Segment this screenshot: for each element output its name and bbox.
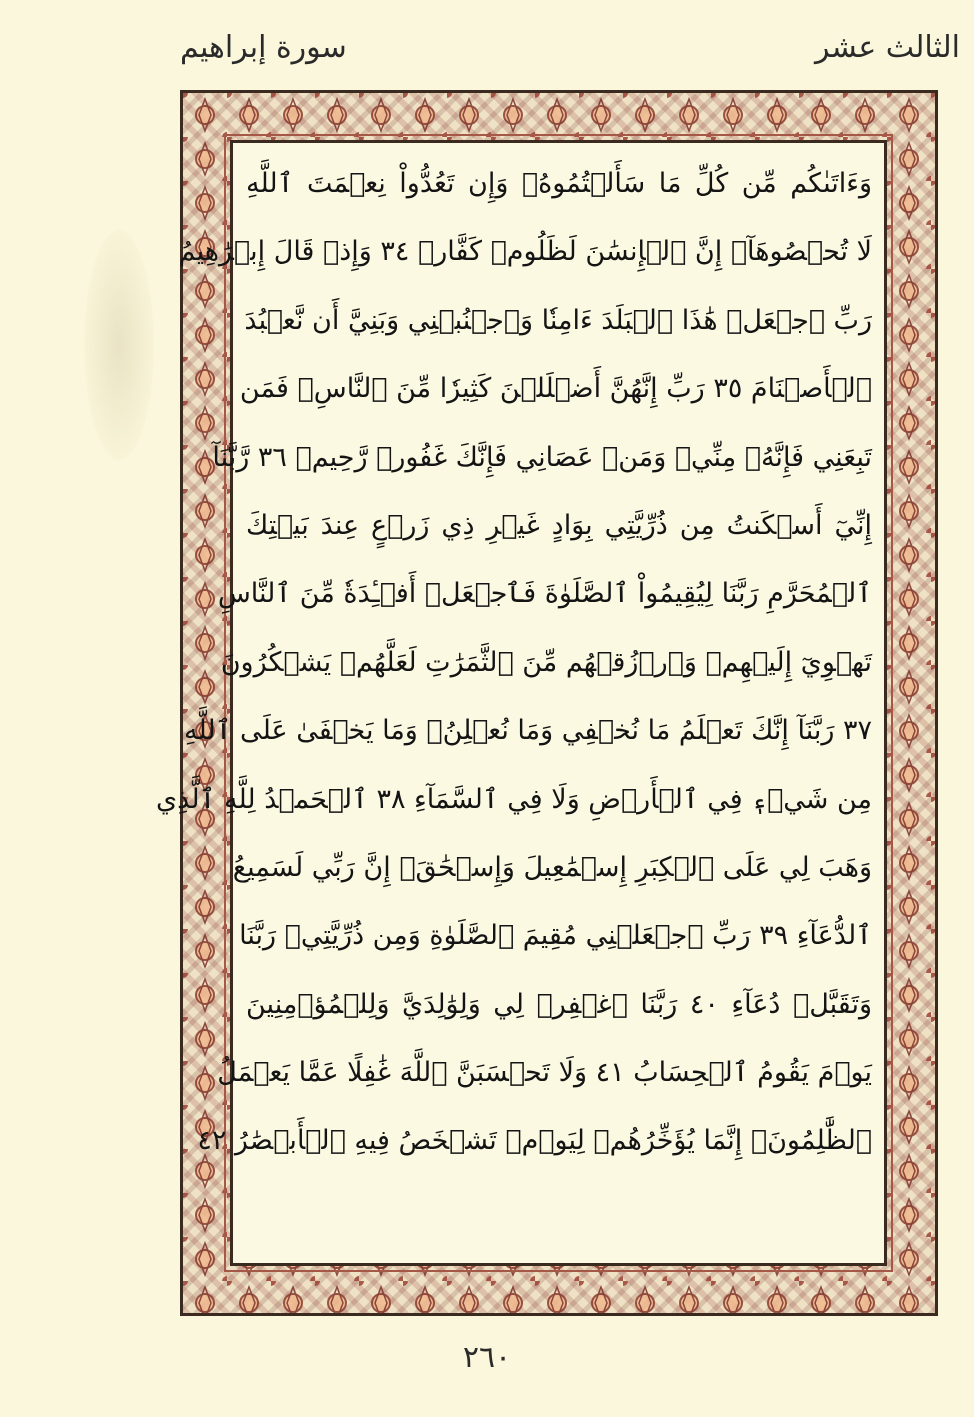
text-line: لَا تُحۡصُوهَآۗ إِنَّ ٱلۡإِنسَٰنَ لَظَلُومٞ كَفَّارٞ ٣٤ وَإِذۡ قَالَ إِبۡرَٰهِيمُ (178, 236, 872, 268)
text-line: وَتَقَبَّلۡ دُعَآءِ ٤٠ رَبَّنَا ٱغۡفِرۡ لِي وَلِوَٰلِدَيَّ وَلِلۡمُؤۡمِنِينَ (246, 988, 872, 1020)
text-line: تَهۡوِيٓ إِلَيۡهِمۡ وَٱرۡزُقۡهُم مِّنَ ٱلثَّمَرَٰتِ لَعَلَّهُمۡ يَشۡكُرُونَ (220, 646, 872, 678)
text-line: تَبِعَنِي فَإِنَّهُۥ مِنِّيۖ وَمَنۡ عَصَانِي فَإِنَّكَ غَفُورٞ رَّحِيمٞ ٣٦ رَّبَّنَآ (212, 441, 872, 473)
text-line: ٱلدُّعَآءِ ٣٩ رَبِّ ٱجۡعَلۡنِي مُقِيمَ ٱلصَّلَوٰةِ وَمِن ذُرِّيَّتِيۚ رَبَّنَا (239, 920, 872, 952)
text-line: رَبِّ ٱجۡعَلۡ هَٰذَا ٱلۡبَلَدَ ءَامِنٗا وَٱجۡنُبۡنِي وَبَنِيَّ أَن نَّعۡبُدَ (244, 304, 872, 336)
text-line: إِنِّيٓ أَسۡكَنتُ مِن ذُرِّيَّتِي بِوَادٍ غَيۡرِ ذِي زَرۡعٍ عِندَ بَيۡتِكَ (246, 509, 872, 541)
text-line: ٱلظَّٰلِمُونَۚ إِنَّمَا يُؤَخِّرُهُمۡ لِيَوۡمٖ تَشۡخَصُ فِيهِ ٱلۡأَبۡصَٰرُ ٤٢ (197, 1125, 872, 1157)
text-line: ٱلۡأَصۡنَامَ ٣٥ رَبِّ إِنَّهُنَّ أَضۡلَلۡنَ كَثِيرٗا مِّنَ ٱلنَّاسِۖ فَمَن (239, 373, 872, 405)
margin-medallion-watermark (84, 230, 154, 460)
text-line: ٣٧ رَبَّنَآ إِنَّكَ تَعۡلَمُ مَا نُخۡفِي وَمَا نُعۡلِنُۗ وَمَا يَخۡفَىٰ عَلَى ٱللَّهِ (184, 715, 872, 747)
page-number: ٢٦٠ (462, 1340, 512, 1375)
text-line: ٱلۡمُحَرَّمِ رَبَّنَا لِيُقِيمُواْ ٱلصَّلَوٰةَ فَٱجۡعَلۡ أَفۡـِٔدَةٗ مِّنَ ٱلنَّاسِ (217, 578, 872, 610)
text-line: وَءَاتَىٰكُم مِّن كُلِّ مَا سَأَلۡتُمُوهُۚ وَإِن تَعُدُّواْ نِعۡمَتَ ٱللَّهِ (246, 168, 872, 199)
text-line: يَوۡمَ يَقُومُ ٱلۡحِسَابُ ٤١ وَلَا تَحۡسَبَنَّ ٱللَّهَ غَٰفِلًا عَمَّا يَعۡمَلُ (217, 1057, 872, 1089)
surah-title: سورة إبراهيم (180, 30, 347, 65)
juz-title: الثالث عشر (815, 30, 961, 65)
text-line: مِن شَيۡءٖ فِي ٱلۡأَرۡضِ وَلَا فِي ٱلسَّمَآءِ ٣٨ ٱلۡحَمۡدُ لِلَّهِ ٱلَّذِي (156, 783, 872, 815)
text-line: وَهَبَ لِي عَلَى ٱلۡكِبَرِ إِسۡمَٰعِيلَ وَإِسۡحَٰقَۚ إِنَّ رَبِّي لَسَمِيعُ (232, 851, 872, 883)
quran-text-block (156, 150, 872, 1176)
